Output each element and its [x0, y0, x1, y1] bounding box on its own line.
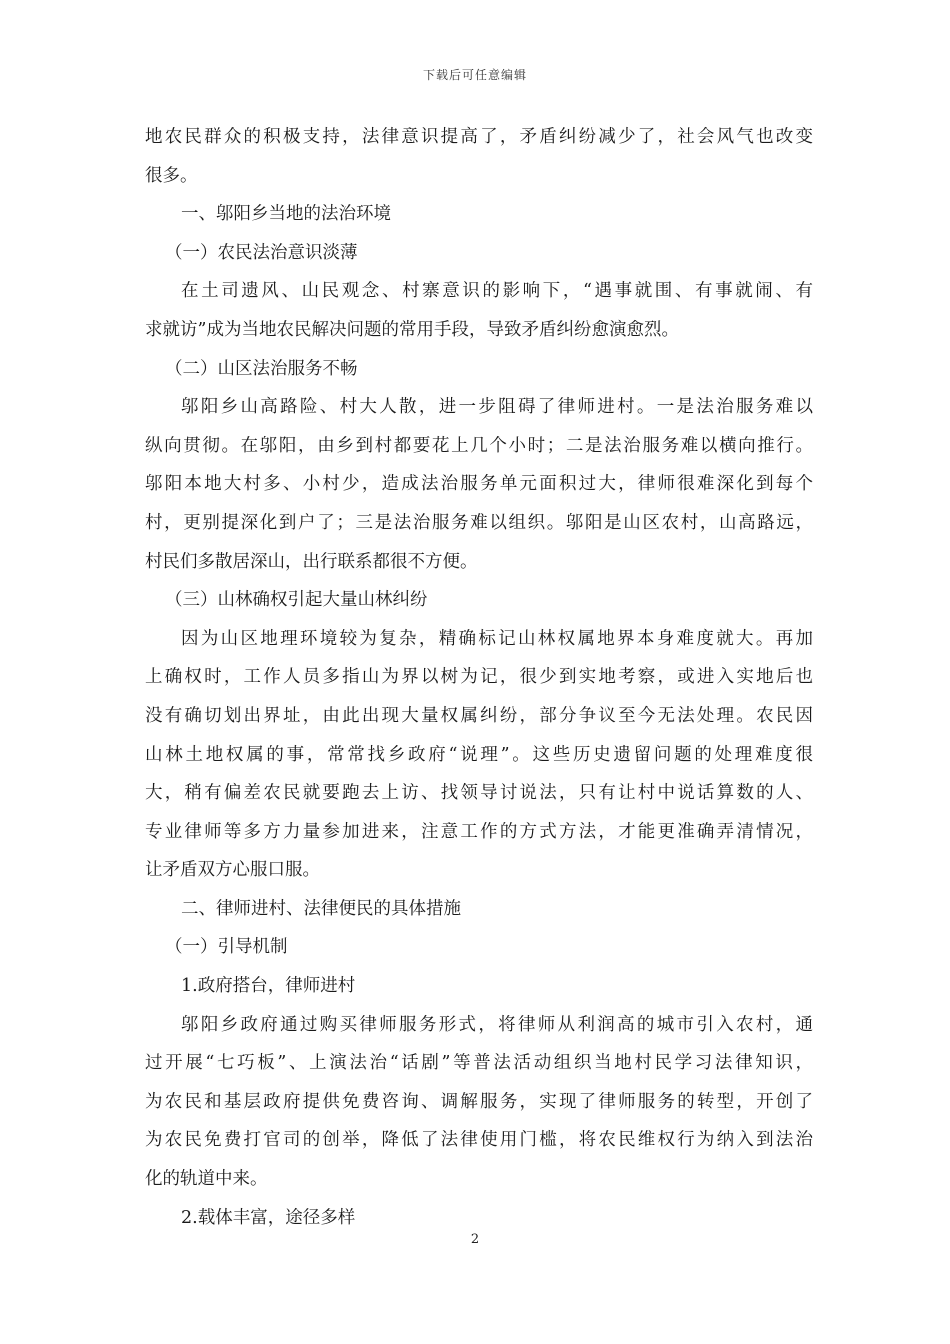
body-line: 在土司遗风、山民观念、村寨意识的影响下，“遇事就围、有事就闹、有 [181, 281, 813, 302]
body-line: 化的轨道中来。 [145, 1169, 268, 1190]
body-line: 地农民群众的积极支持，法律意识提高了，矛盾纠纷减少了，社会风气也改变 [145, 127, 813, 147]
body-line: 邬阳乡山高路险、村大人散，进一步阻碍了律师进村。一是法治服务难以 [181, 397, 813, 418]
body-line: （二）山区法治服务不畅 [165, 358, 358, 379]
body-line: 2.载体丰富，途径多样 [181, 1207, 356, 1228]
body-line: 邬阳乡政府通过购买律师服务形式，将律师从利润高的城市引入农村，通 [181, 1014, 813, 1035]
body-line: （一）农民法治意识淡薄 [165, 242, 358, 263]
body-line: 让矛盾双方心服口服。 [145, 860, 320, 881]
body-line: 纵向贯彻。在邬阳，由乡到村都要花上几个小时；二是法治服务难以横向推行。 [145, 435, 813, 456]
body-line: 村民们多散居深山，出行联系都很不方便。 [145, 551, 478, 572]
body-line: 很多。 [145, 165, 198, 186]
body-line: 为农民和基层政府提供免费咨询、调解服务，实现了律师服务的转型，开创了 [145, 1091, 813, 1112]
body-line: 为农民免费打官司的创举，降低了法律使用门槛，将农民维权行为纳入到法治 [145, 1130, 813, 1151]
body-line: 山林土地权属的事，常常找乡政府“说理”。这些历史遗留问题的处理难度很 [145, 744, 813, 765]
body-line: 因为山区地理环境较为复杂，精确标记山林权属地界本身难度就大。再加 [181, 628, 813, 649]
page-number: 2 [470, 1232, 480, 1247]
body-line: 求就访”成为当地农民解决问题的常用手段，导致矛盾纠纷愈演愈烈。 [145, 319, 679, 340]
body-line: 大，稍有偏差农民就要跑去上访、找领导讨说法，只有让村中说话算数的人、 [145, 783, 813, 804]
body-line: 过开展“七巧板”、上演法治“话剧”等普法活动组织当地村民学习法律知识， [145, 1053, 813, 1074]
body-line: 上确权时，工作人员多指山为界以树为记，很少到实地考察，或进入实地后也 [145, 667, 813, 688]
body-line: 没有确切划出界址，由此出现大量权属纠纷，部分争议至今无法处理。农民因 [145, 705, 813, 726]
body-line: （三）山林确权引起大量山林纠纷 [165, 590, 428, 611]
body-line: 1.政府搭台，律师进村 [181, 976, 356, 997]
body-line: 二、律师进村、法律便民的具体措施 [181, 898, 461, 919]
body-line: （一）引导机制 [165, 937, 288, 958]
body-line: 专业律师等多方力量参加进来，注意工作的方式方法，才能更准确弄清情况， [145, 821, 813, 842]
body-line: 邬阳本地大村多、小村少，造成法治服务单元面积过大，律师很难深化到每个 [145, 474, 813, 495]
body-line: 一、邬阳乡当地的法治环境 [181, 204, 391, 225]
page-header: 下载后可任意编辑 [422, 68, 527, 82]
document-body [145, 118, 813, 1237]
body-line: 村，更别提深化到户了；三是法治服务难以组织。邬阳是山区农村，山高路远， [145, 512, 813, 533]
